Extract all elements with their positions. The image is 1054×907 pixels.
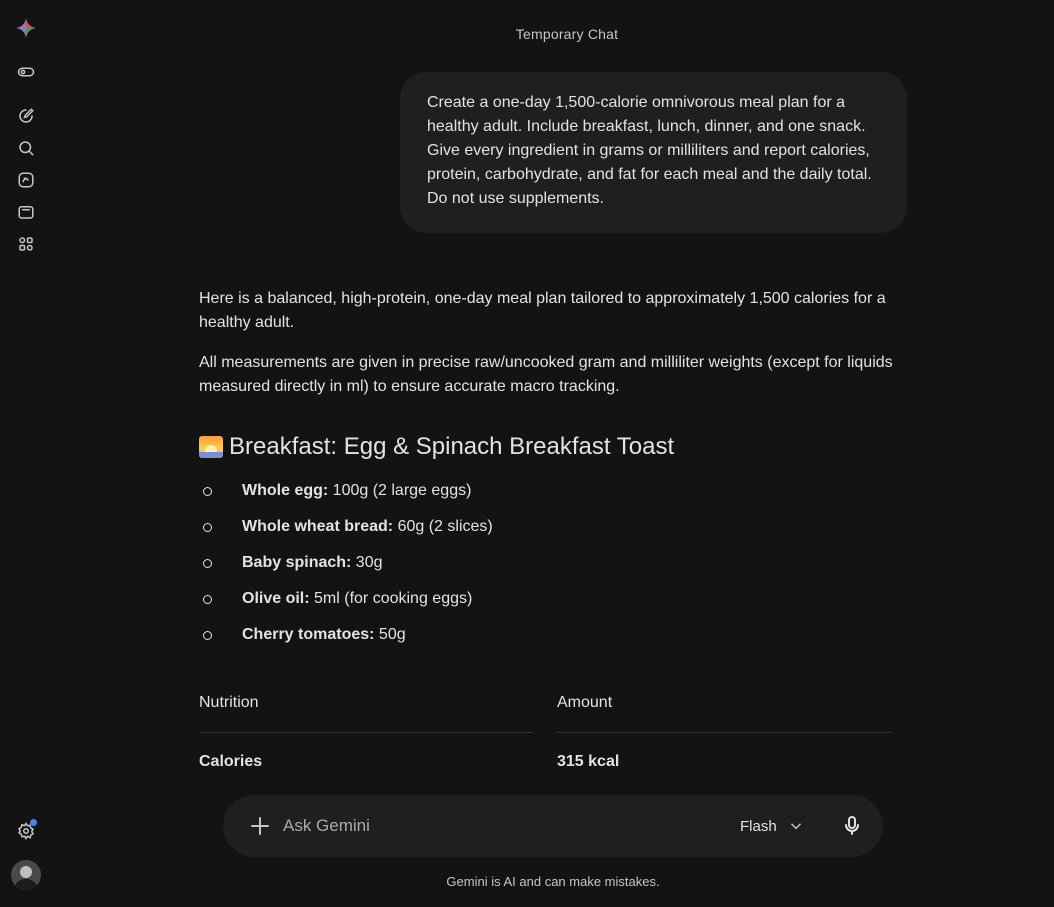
- ingredient-name: Cherry tomatoes:: [242, 626, 375, 643]
- ingredient-name: Whole egg:: [242, 482, 329, 499]
- library-icon[interactable]: [11, 197, 41, 227]
- bullet-icon: [203, 595, 212, 604]
- avatar[interactable]: [11, 860, 41, 890]
- section-heading: [199, 431, 905, 463]
- model-selector[interactable]: [740, 813, 803, 839]
- ingredient-name: Olive oil:: [242, 590, 310, 607]
- page-title: Temporary Chat: [515, 26, 619, 42]
- ingredient-amount: 100g (2 large eggs): [328, 482, 472, 499]
- ingredient-amount: 50g: [374, 626, 406, 643]
- response-note: All measurements are given in precise raw/uncooked gram and milliliter weights (except for liquids measured directly in ml) to ensure accurate macro tracking.: [199, 354, 893, 395]
- gems-icon[interactable]: [11, 165, 41, 195]
- add-attachment-button[interactable]: [248, 814, 272, 838]
- table-cell: Calories: [199, 733, 533, 790]
- disclaimer-text: Gemini is AI and can make mistakes.: [446, 874, 660, 889]
- bullet-icon: [203, 487, 212, 496]
- ingredient-amount: 5ml (for cooking eggs): [309, 590, 473, 607]
- notification-dot: [30, 819, 37, 826]
- apps-icon[interactable]: [11, 229, 41, 259]
- sidebar-rail: [0, 0, 52, 907]
- list-item: [199, 617, 905, 653]
- bullet-icon: [203, 523, 212, 532]
- bullet-icon: [203, 631, 212, 640]
- temporary-chat-toggle-icon[interactable]: [11, 57, 41, 87]
- ingredient-list: [199, 473, 905, 653]
- list-item: [199, 473, 905, 509]
- model-response: [199, 287, 905, 790]
- prompt-input[interactable]: [283, 811, 703, 841]
- ingredient-name: Baby spinach:: [242, 554, 352, 571]
- bullet-icon: [203, 559, 212, 568]
- prompt-composer: [223, 795, 883, 857]
- list-item: [199, 581, 905, 617]
- list-item: [199, 545, 905, 581]
- ingredient-amount: 30g: [351, 554, 383, 571]
- table-header-row: [199, 677, 891, 733]
- chevron-down-icon: [789, 819, 803, 833]
- table-header: Amount: [557, 677, 891, 733]
- sunrise-emoji-icon: [199, 436, 223, 458]
- table-row: [199, 733, 891, 790]
- ingredient-name: Whole wheat bread:: [242, 518, 394, 535]
- model-label: Flash: [740, 817, 777, 835]
- settings-button[interactable]: [11, 816, 41, 846]
- response-intro: Here is a balanced, high-protein, one-day meal plan tailored to approximately 1,500 calories for a healthy adult.: [199, 290, 886, 331]
- plus-icon: [248, 814, 272, 838]
- nutrition-table: [199, 677, 891, 790]
- search-icon[interactable]: [11, 133, 41, 163]
- ingredient-amount: 60g (2 slices): [393, 518, 493, 535]
- microphone-icon: [840, 814, 864, 838]
- list-item: [199, 509, 905, 545]
- section-title: Breakfast: Egg & Spinach Breakfast Toast: [229, 433, 675, 460]
- user-message: Create a one-day 1,500-calorie omnivorous meal plan for a healthy adult. Include breakfast, lunch, dinner, and one snack. Give every ingredient in grams or milliliters and report calories, protein, carbohydrate, and fat for each meal and the daily total. Do not use supplements.: [400, 72, 907, 233]
- table-header: Nutrition: [199, 677, 533, 733]
- chat-area: [52, 60, 1054, 790]
- new-chat-icon[interactable]: [11, 101, 41, 131]
- microphone-button[interactable]: [840, 814, 864, 838]
- table-cell: 315 kcal: [557, 733, 891, 790]
